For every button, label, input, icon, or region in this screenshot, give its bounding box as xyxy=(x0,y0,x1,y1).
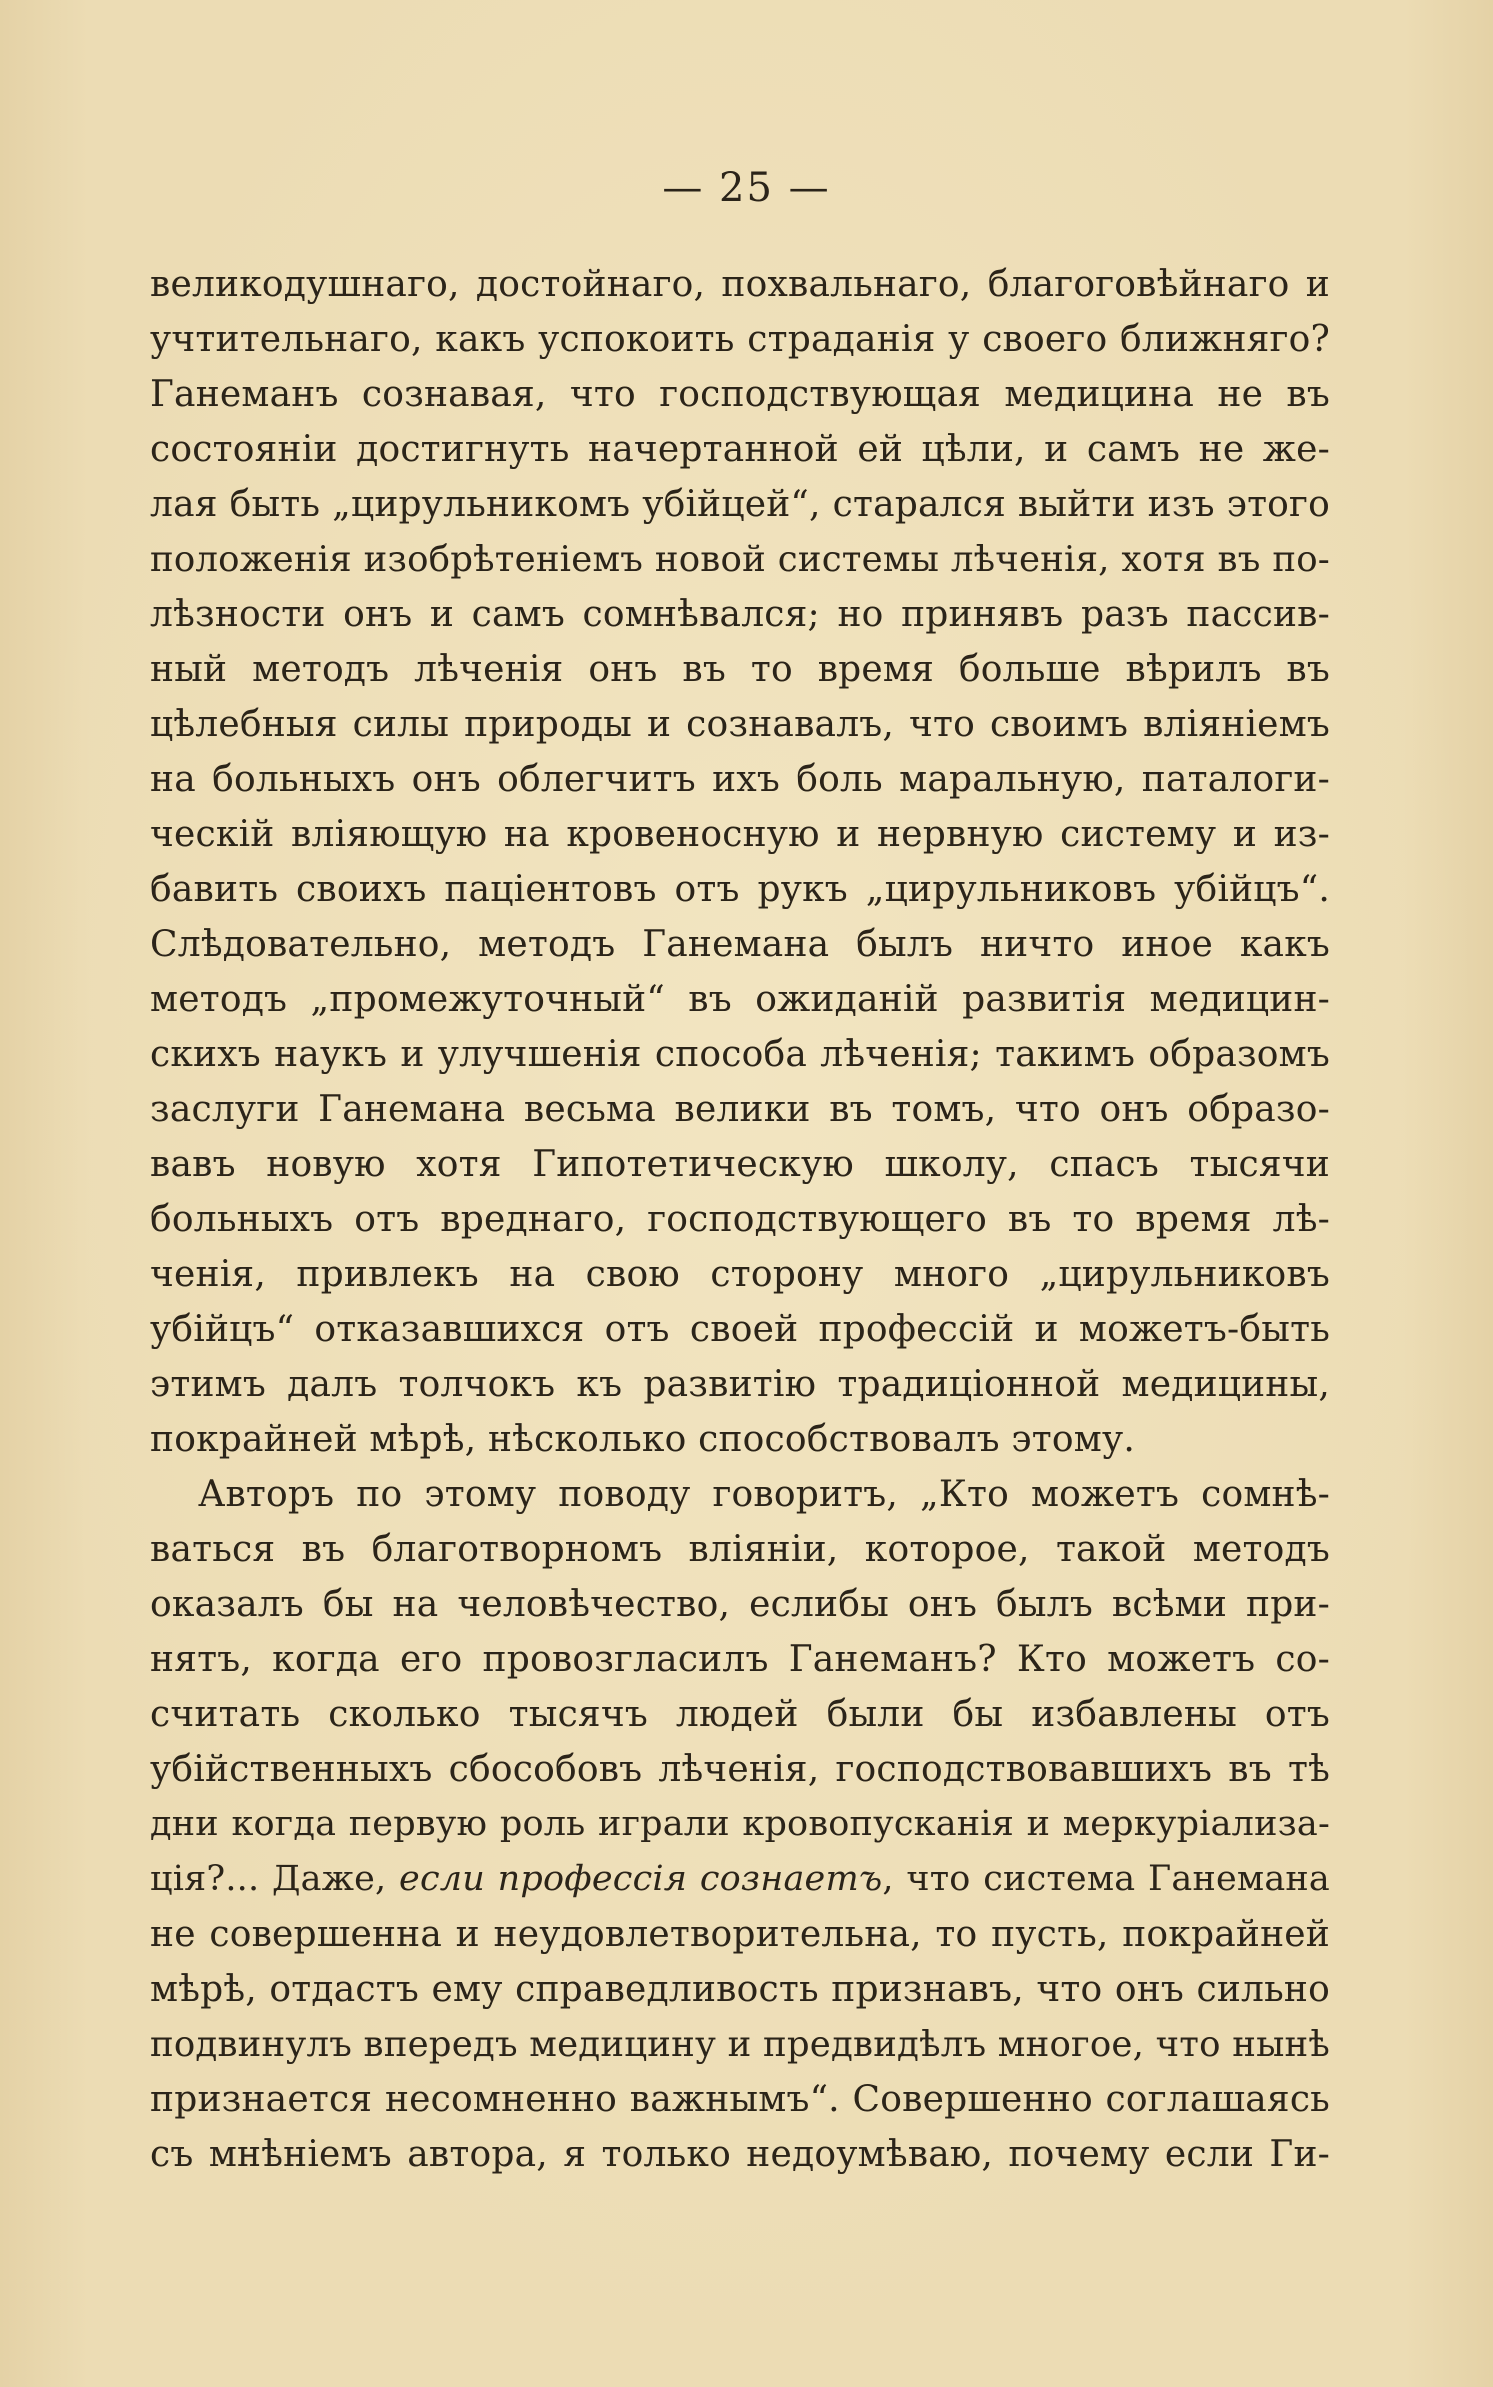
text-line: великодушнаго, достойнаго, похвальнаго, благоговѣйнаго и xyxy=(150,264,1330,305)
text-line: ченія, привлекъ на свою сторону много „цирульниковъ xyxy=(150,1254,1330,1295)
text-line: ческій вліяющую на кровеносную и нервную систему и из- xyxy=(150,814,1330,855)
text-line: вавъ новую хотя Гипотетическую школу, спасъ тысячи xyxy=(150,1144,1330,1185)
text-line: Авторъ по этому поводу говоритъ, „Кто можетъ сомнѣ- xyxy=(198,1474,1330,1515)
text-line: подвинулъ впередъ медицину и предвидѣлъ многое, что нынѣ xyxy=(150,2024,1330,2065)
text-line: Ганеманъ сознавая, что господствующая медицина не въ xyxy=(150,374,1330,415)
text-line: ваться въ благотворномъ вліяніи, которое, такой методъ xyxy=(150,1529,1330,1570)
text-line: ный методъ лѣченія онъ въ то время больше вѣрилъ въ xyxy=(150,649,1330,690)
text-line: убійственныхъ сбособовъ лѣченія, господствовавшихъ въ тѣ xyxy=(150,1749,1330,1790)
text-segment: ція?... Даже, xyxy=(150,1859,400,1899)
text-line: цѣлебныя силы природы и сознавалъ, что своимъ вліяніемъ xyxy=(150,704,1330,745)
text-line: признается несомненно важнымъ“. Совершенно соглашаясь xyxy=(150,2079,1330,2120)
text-line: на больныхъ онъ облегчитъ ихъ боль маральную, паталоги- xyxy=(150,759,1330,800)
text-line: лѣзности онъ и самъ сомнѣвался; но принявъ разъ пассив- xyxy=(150,594,1330,635)
text-line: заслуги Ганемана весьма велики въ томъ, что онъ образо- xyxy=(150,1089,1330,1130)
text-segment: , что система Ганемана xyxy=(882,1859,1330,1899)
text-line: съ мнѣніемъ автора, я только недоумѣваю, почему если Ги- xyxy=(150,2134,1330,2175)
text-line: лая быть „цирульникомъ убійцей“, старался выйти изъ этого xyxy=(150,484,1330,525)
text-line: не совершенна и неудовлетворительна, то пусть, покрайней xyxy=(150,1914,1330,1955)
text-line: состояніи достигнуть начертанной ей цѣли, и самъ не же- xyxy=(150,429,1330,470)
text-line-with-italic xyxy=(150,1852,1330,1907)
text-line: этимъ далъ толчокъ къ развитію традиціонной медицины, xyxy=(150,1364,1330,1405)
text-line: методъ „промежуточный“ въ ожиданій развитія медицин- xyxy=(150,979,1330,1020)
text-line: Слѣдовательно, методъ Ганемана былъ ничто иное какъ xyxy=(150,924,1330,965)
text-line: больныхъ отъ вреднаго, господствующего въ то время лѣ- xyxy=(150,1199,1330,1240)
text-line: оказалъ бы на человѣчество, еслибы онъ былъ всѣми при- xyxy=(150,1584,1330,1625)
italic-text: если профессія сознаетъ xyxy=(399,1859,883,1899)
text-line: мѣрѣ, отдастъ ему справедливость признавъ, что онъ сильно xyxy=(150,1969,1330,2010)
text-line: убійцъ“ отказавшихся отъ своей профессій и можетъ-быть xyxy=(150,1309,1330,1350)
page-number: — 25 — xyxy=(662,165,831,211)
body-text xyxy=(150,257,1330,2182)
text-line: дни когда первую роль играли кровопусканія и меркуріализа- xyxy=(150,1804,1330,1844)
text-line: бавить своихъ паціентовъ отъ рукъ „цирульниковъ убійцъ“. xyxy=(150,869,1330,910)
text-line: нятъ, когда его провозгласилъ Ганеманъ? Кто можетъ со- xyxy=(150,1639,1330,1680)
text-line: положенія изобрѣтеніемъ новой системы лѣченія, хотя въ по- xyxy=(150,539,1330,580)
text-line: скихъ наукъ и улучшенія способа лѣченія; такимъ образомъ xyxy=(150,1034,1330,1075)
text-line: покрайней мѣрѣ, нѣсколько способствовалъ этому. xyxy=(150,1419,1135,1460)
text-line: учтительнаго, какъ успокоить страданія у своего ближняго? xyxy=(150,319,1330,360)
text-line: считать сколько тысячъ людей были бы избавлены отъ xyxy=(150,1694,1330,1735)
